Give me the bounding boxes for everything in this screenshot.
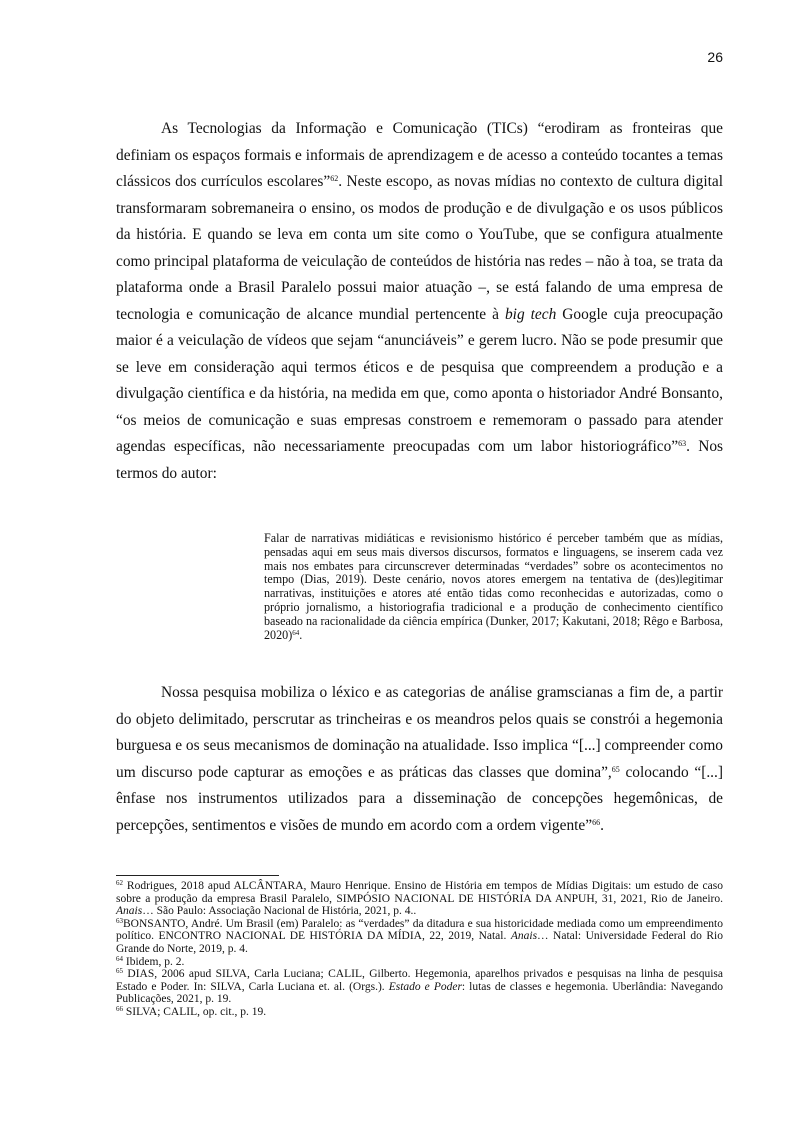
footnote-ref-64[interactable]: 64 <box>292 628 300 637</box>
body-paragraph-2 <box>116 680 723 839</box>
paragraph-text: Nossa pesquisa mobiliza o léxico e as categorias de análise gramscianas a fim de, a partir do objeto delimitado, perscrutar as trincheiras e os meandros pelos quais se constrói a hegemonia burguesa e os seus mecanismos de dominação na atualidade. Isso implica “[...] compreender como um discurso pode capturar as emoções e as práticas das classes que domina”, <box>116 684 723 781</box>
footnote-number: 63 <box>116 916 123 925</box>
footnote-number: 64 <box>116 954 123 963</box>
footnote-italic: Anais <box>510 930 538 943</box>
footnote-ref-62[interactable]: 62 <box>330 174 339 183</box>
footnote-64 <box>116 956 723 969</box>
footnote-text: Rodrigues, 2018 apud ALCÂNTARA, Mauro Henrique. Ensino de História em tempos de Mídias Digitais: um estudo de caso sobre a produção da empresa Brasil Paralelo, SIMPÓSIO NACIONAL DE HISTÓRIA DA ANPUH, 31, 2021, Rio de Janeiro. <box>116 880 723 905</box>
footnote-text: Ibidem, p. 2. <box>123 955 185 968</box>
paragraph-text: . Neste escopo, as novas mídias no contexto de cultura digital transformaram sobremaneira o ensino, os modos de produção e de divulgação e os usos públicos da história. E quando se leva em conta um site como o YouTube, que se configura atualmente como principal plataforma de veiculação de conteúdos de história nas redes – não à toa, se trata da plataforma onde a Brasil Paralelo possui maior atuação –, se está falando de uma empresa de tecnologia e comunicação de alcance mundial pertencente à <box>116 173 724 323</box>
footnote-italic: Estado e Poder <box>388 980 462 993</box>
footnote-number: 65 <box>116 967 123 976</box>
footnote-text: : lutas de classes e hegemonia. Uberlândia: Navegando Publicações, 2021, p. 19. <box>116 980 723 1006</box>
paragraph-text: Google cuja preocupação maior é a veiculação de vídeos que sejam “anunciáveis” e gerem lucro. Não se pode presumir que se leve em consideração aqui termos éticos e de pesquisa que compreendem a produção e a divulgação científica e da história, na medida em que, como aponta o historiador André Bonsanto, “os meios de comunicação e suas empresas constroem e rememoram o passado para atender agendas específicas, não necessariamente preocupadas com um labor historiográfico” <box>116 305 723 455</box>
footnote-text: … São Paulo: Associação Nacional de História, 2021, p. 4.. <box>142 905 417 918</box>
footnote-text: SILVA; CALIL, op. cit., p. 19. <box>123 1005 267 1018</box>
paragraph-text: . Nos termos do autor: <box>116 438 724 482</box>
footnote-text: DIAS, 2006 apud SILVA, Carla Luciana; CALIL, Gilberto. Hegemonia, aparelhos privados e pesquisas na linha de pesquisa Estado e Poder. In: SILVA, Carla Luciana et. al. (Orgs.). <box>116 968 723 993</box>
footnote-66 <box>116 1006 723 1019</box>
footnote-63 <box>116 918 723 956</box>
footnote-text: BONSANTO, André. Um Brasil (em) Paralelo: as “verdades” da ditadura e sua historicidade mediada como um empreendimento político. ENCONTRO NACIONAL DE HISTÓRIA DA MÍDIA, 22, 2019, Natal. <box>116 917 723 943</box>
footnote-separator <box>116 875 279 876</box>
quote-text: Falar de narrativas midiáticas e revisionismo histórico é perceber também que as mídias, pensadas aqui em seus mais diversos discursos, formatos e linguagens, se inserem cada vez mais nos embates para circunscrever determinadas “verdades” sobre os acontecimentos no tempo (Dias, 2019). Deste cenário, novos atores emergem na tentativa de (des)legitimar narrativas, instituições e atores até então tidas como reconhecidas e autorizadas, como o próprio jornalismo, a historiografia tradicional e a produção de conhecimento científico baseado na racionalidade da ciência empírica (Dunker, 2017; Kakutani, 2018; Rêgo e Barbosa, 2020) <box>264 531 723 642</box>
footnote-number: 66 <box>116 1004 123 1013</box>
block-quote <box>264 532 723 642</box>
footnote-italic: Anais <box>116 905 143 918</box>
body-paragraph-1 <box>116 116 723 487</box>
footnote-ref-65[interactable]: 65 <box>611 764 620 774</box>
italic-term-big-tech: big tech <box>504 305 557 323</box>
paragraph-text: colocando “[...] ênfase nos instrumentos utilizados para a disseminação de concepções hegemônicas, de percepções, sentimentos e visões de mundo em acordo com a ordem vigente” <box>116 763 723 834</box>
footnote-62 <box>116 880 723 918</box>
footnote-65 <box>116 968 723 1006</box>
footnote-text: … Natal: Universidade Federal do Rio Grande do Norte, 2019, p. 4. <box>116 930 723 955</box>
footnote-ref-66[interactable]: 66 <box>592 817 601 827</box>
quote-end: . <box>299 627 303 642</box>
page-number: 26 <box>707 49 723 65</box>
footnote-ref-63[interactable]: 63 <box>678 439 687 448</box>
paragraph-text: . <box>600 816 604 834</box>
footnote-number: 62 <box>116 879 123 887</box>
paragraph-text: As Tecnologias da Informação e Comunicação (TICs) “erodiram as fronteiras que definiam os espaços formais e informais de aprendizagem e de acesso a conteúdo tocantes a temas clássicos dos currículos escolares” <box>116 120 723 190</box>
footnotes <box>116 880 723 1019</box>
